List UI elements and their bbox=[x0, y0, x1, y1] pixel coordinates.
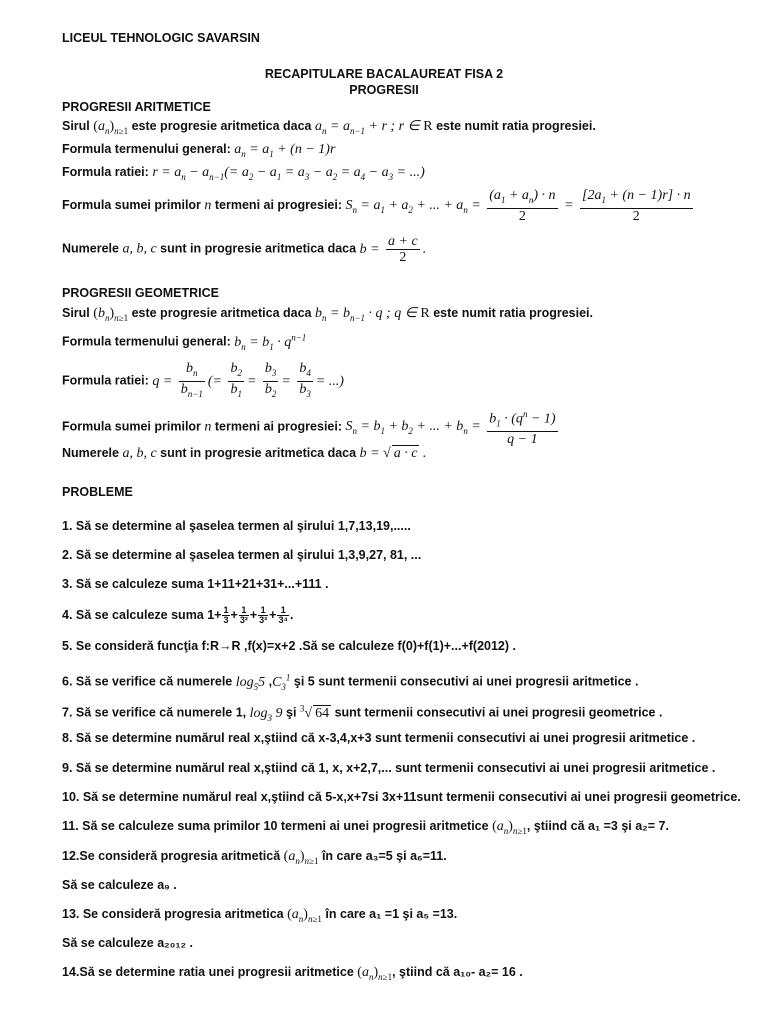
formula: a, b, c bbox=[122, 241, 157, 257]
arithmetic-definition bbox=[62, 118, 596, 139]
text: termeni ai progresiei: bbox=[214, 198, 343, 213]
arithmetic-sum bbox=[62, 188, 696, 224]
problems-heading: PROBLEME bbox=[62, 485, 133, 499]
problem-10: 10. Să se determine numărul real x,ştiind că 5-x,x+7si 3x+11sunt termenii consecutivi ai unei progresii geometrice. bbox=[62, 790, 741, 804]
text: în care a₃=5 şi a₆=11. bbox=[321, 849, 447, 863]
arithmetic-ratio bbox=[62, 164, 425, 185]
problem-7: 7. Să se verifice că numerele 1, $\log_3 9$ şi $^3$√ 64 sunt termenii consecutivi ai unei progresii geometrice . bbox=[62, 703, 663, 723]
problem-11 bbox=[62, 818, 669, 839]
text: sunt termenii consecutivi ai unei progresii geometrice . bbox=[334, 705, 663, 720]
problem-8: 8. Să se determine numărul real x,ştiind că x-3,4,x+3 sunt termenii consecutivi ai unei progresii aritmetice . bbox=[62, 731, 696, 745]
formula: b = √ a · c . bbox=[359, 446, 427, 461]
problem-12-question: Să se calculeze a₉ . bbox=[62, 878, 177, 892]
formula: $^3$√ 64 bbox=[299, 703, 330, 721]
text: 7. Să se verifice că numerele 1, bbox=[62, 705, 247, 720]
document-subtitle: PROGRESII bbox=[349, 83, 419, 97]
text: 6. Să se verifice că numerele bbox=[62, 674, 233, 689]
formula: $(a_n)_{n\ge 1}$ bbox=[283, 849, 319, 866]
formula: $(b_n)_{n\ge 1}$ bbox=[93, 306, 129, 323]
problem-6: 6. Să se verifice că numerele $\log_55$ $,C_3^1$ şi 5 sunt termenii consecutivi ai unei progresii aritmetice . bbox=[62, 672, 639, 692]
problem-13 bbox=[62, 906, 457, 927]
text: este numit ratia progresiei. bbox=[433, 306, 593, 320]
formula: a, b, c bbox=[122, 446, 157, 461]
text: sunt in progresie aritmetica daca bbox=[160, 446, 357, 460]
formula: $(a_n)_{n\ge 1}$ bbox=[93, 119, 129, 136]
problem-4: 4. Să se calculeze suma 1+ $\frac{1}{3}$ + $\frac{1}{\text{3²}}$ + $\frac{1}{\text{3³}}$ + $\frac{1}{\text{3⁴}}$ . bbox=[62, 605, 294, 625]
text: Numerele bbox=[62, 446, 119, 460]
formula: $b_n = b_{n-1} \cdot q$ ; q ∈ R bbox=[315, 306, 430, 323]
formula: n bbox=[204, 419, 212, 435]
text: sunt in progresie aritmetica daca bbox=[160, 241, 357, 256]
text: Sirul bbox=[62, 119, 90, 133]
formula: $S_n = a_1 + a_2$ + ... + $a_n$ = $\frac{(a_1 + a_n) \cdot n}{2}$ = $\frac{[2a_1 + (n - 1)r] \cdot n}{2}$ bbox=[345, 188, 691, 224]
text: Formula ratiei: bbox=[62, 165, 149, 179]
formula: $(a_n)_{n\ge 1}$ bbox=[357, 965, 393, 982]
formula: $\log_3 9$ bbox=[249, 705, 283, 723]
geometric-definition bbox=[62, 305, 593, 326]
formula: n bbox=[204, 198, 212, 214]
text: Numerele bbox=[62, 241, 119, 256]
text: Sirul bbox=[62, 306, 90, 320]
formula: $S_n = b_1 + b_2$ + ... + $b_n$ = $\frac{b_1 \cdot (q^n - 1)}{q - 1}$ bbox=[345, 409, 556, 448]
formula: b = $\frac{a + c}{2}$ . bbox=[359, 234, 427, 265]
text: termeni ai progresiei: bbox=[214, 419, 343, 434]
formula: $(a_n)_{n\ge 1}$ bbox=[287, 907, 322, 924]
arithmetic-heading: PROGRESII ARITMETICE bbox=[62, 100, 211, 114]
text: 13. Se consideră progresia aritmetica bbox=[62, 907, 284, 921]
geometric-ratio bbox=[62, 361, 344, 402]
text: Formula termenului general: bbox=[62, 334, 231, 349]
arithmetic-numbers bbox=[62, 234, 426, 265]
problem-5: 5. Se consideră funcţia f:R→R ,f(x)=x+2 .Să se calculeze f(0)+f(1)+...+f(2012) . bbox=[62, 639, 516, 653]
geometric-sum bbox=[62, 407, 561, 447]
problem-13-question: Să se calculeze a₂₀₁₂ . bbox=[62, 936, 194, 950]
formula: $(a_n)_{n\ge 1}$ bbox=[492, 819, 527, 836]
problem-12 bbox=[62, 848, 447, 869]
geometric-numbers bbox=[62, 445, 426, 462]
school-name: LICEUL TEHNOLOGIC SAVARSIN bbox=[62, 31, 260, 45]
text: este progresie aritmetica daca bbox=[131, 306, 312, 320]
text: sunt termenii consecutivi ai unei progresii aritmetice . bbox=[318, 674, 639, 689]
formula: $a_n = a_{n-1} + r$ ; r ∈ R bbox=[315, 119, 433, 136]
geometric-general-term bbox=[62, 329, 306, 354]
text: Formula ratiei: bbox=[62, 373, 149, 388]
formula: $a_n = a_1 + (n - 1)r$ bbox=[234, 142, 336, 159]
text: , ştiind că a₁₀- a₂= 16 . bbox=[392, 965, 523, 979]
text: este progresie aritmetica daca bbox=[131, 119, 312, 133]
geometric-heading: PROGRESII GEOMETRICE bbox=[62, 286, 219, 300]
problem-14 bbox=[62, 964, 523, 985]
document-title: RECAPITULARE BACALAUREAT FISA 2 bbox=[264, 67, 504, 81]
formula: $r = a_n - a_{n-1}(= a_2 - a_1 = a_3 - a_2 = a_4 - a_3$ = ...) bbox=[152, 165, 425, 182]
text: Formula sumei primilor bbox=[62, 198, 201, 213]
text: Formula sumei primilor bbox=[62, 419, 201, 434]
text: 4. Să se calculeze suma 1+ bbox=[62, 607, 222, 622]
problem-9: 9. Să se determine numărul real x,ştiind că 1, x, x+2,7,... sunt termenii consecutivi ai unei progresii aritmetice . bbox=[62, 761, 716, 775]
text: 14.Să se determine ratia unei progresii aritmetice bbox=[62, 965, 354, 979]
problem-1: 1. Să se determine al şaselea termen al şirului 1,7,13,19,..... bbox=[62, 519, 411, 533]
text: 12.Se consideră progresia aritmetică bbox=[62, 849, 281, 863]
arithmetic-general-term bbox=[62, 141, 335, 162]
formula: $C_3^1$ bbox=[272, 672, 291, 692]
text: , ştiind că a₁ =3 şi a₂= 7. bbox=[526, 819, 669, 833]
text: 11. Să se calculeze suma primilor 10 termeni ai unei progresii aritmetice bbox=[62, 819, 489, 833]
formula: q = $\frac{b_n}{b_{n-1}}$ (= $\frac{b_2}{b_1}$ = $\frac{b_3}{b_2}$ = $\frac{b_4}{b_3}$ = ...) bbox=[152, 361, 344, 399]
formula: $b_n = b_1 \cdot q^{n-1}$ bbox=[234, 332, 307, 352]
formula: $\log_55$ bbox=[235, 674, 266, 692]
text: în care a₁ =1 şi a₅ =13. bbox=[325, 907, 458, 921]
problem-2: 2. Să se determine al şaselea termen al şirului 1,3,9,27, 81, ... bbox=[62, 548, 422, 562]
text: Formula termenului general: bbox=[62, 142, 231, 156]
problem-3: 3. Să se calculeze suma 1+11+21+31+...+111 . bbox=[62, 577, 329, 591]
text: este numit ratia progresiei. bbox=[436, 119, 596, 133]
